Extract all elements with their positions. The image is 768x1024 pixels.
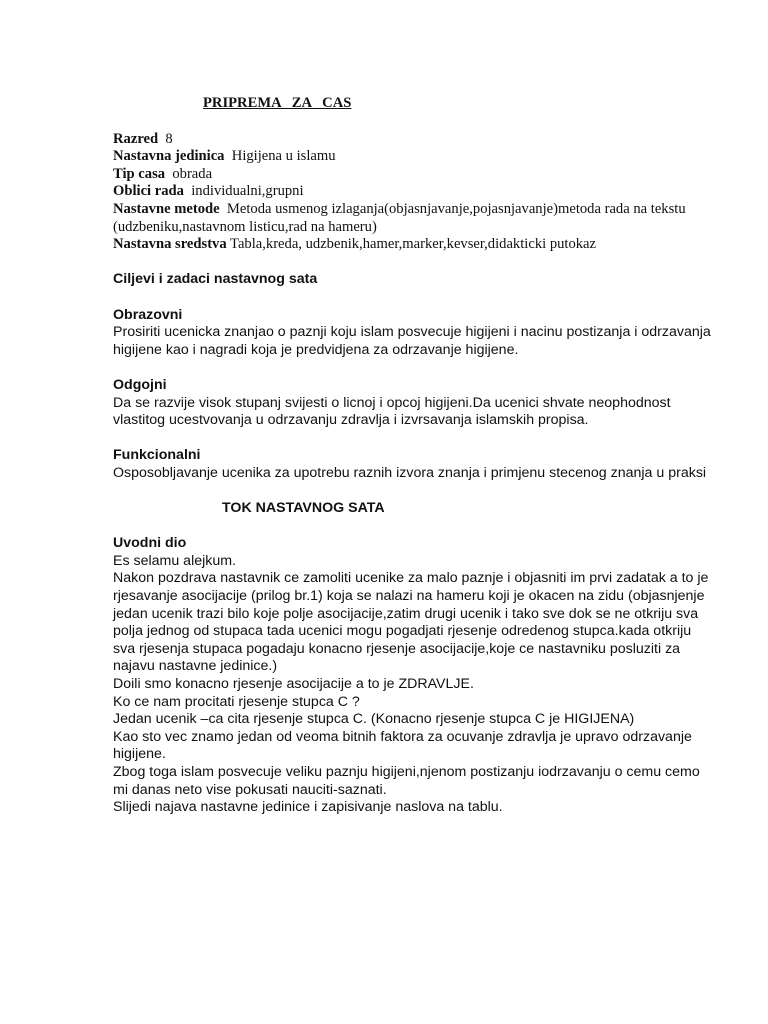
odgojni-text: Da se razvije visok stupanj svijesti o licnoj i opcoj higijeni.Da ucenici shvate neophodnost vlastitog ucestvovanja u odrzavanju zdravlja i izvrsavanja islamskih propisa. [113,394,671,429]
field-value: Metoda usmenog izlaganja(objasnjavanje,pojasnjavanje)metoda rada na tekstu (udzbeniku,nastavnom listicu,rad na hameru) [113,200,686,235]
field-label: Razred [113,130,159,147]
uvodni-line: Ko ce nam procitati rjesenje stupca C ? [113,693,360,710]
funkcionalni-heading: Funkcionalni [113,447,201,464]
obrazovni-heading: Obrazovni [113,306,183,323]
uvodni-line: Es selamu alejkum. [113,552,237,569]
field-tip-casa [113,166,713,184]
lesson-info [113,131,713,254]
uvodni-line: Kao sto vec znamo jedan od veoma bitnih faktora za ocuvanje zdravlja je upravo odrzavanje higijene. [113,728,692,763]
uvodni-line: Jedan ucenik –ca cita rjesenje stupca C. (Konacno rjesenje stupca C je HIGIJENA) [113,711,635,728]
field-razred [113,131,713,149]
funkcionalni-text: Osposobljavanje ucenika za upotrebu raznih izvora znanja i primjenu stecenog znanja u praksi [113,464,707,481]
field-label: Oblici rada [113,183,184,200]
field-nastavne-metode [113,201,713,236]
uvodni-line: Doili smo konacno rjesenje asocijacije a to je ZDRAVLJE. [113,676,474,692]
field-nastavna-jedinica [113,148,713,166]
field-label: Nastavna sredstva [113,236,227,253]
field-value: 8 [165,130,173,147]
uvodni-heading: Uvodni dio [113,535,187,552]
uvodni-line: Slijedi najava nastavne jedinice i zapisivanje naslova na tablu. [113,799,503,816]
field-oblici-rada [113,183,713,201]
field-value: Higijena u islamu [231,148,336,165]
uvodni-line: Zbog toga islam posvecuje veliku paznju higijeni,njenom postizanju iodrzavanju o cemu cemo mi danas neto vise pokusati nauciti-saznati. [113,763,700,798]
field-value: Tabla,kreda, udzbenik,hamer,marker,kevser,didakticki putokaz [230,236,597,253]
field-value: individualni,grupni [191,183,304,200]
field-nastavna-sredstva [113,236,713,254]
tok-heading: TOK NASTAVNOG SATA [222,500,385,517]
field-label: Nastavna jedinica [113,148,225,165]
field-label: Tip casa [113,165,166,182]
field-value: obrada [172,165,213,182]
odgojni-heading: Odgojni [113,376,167,393]
obrazovni-text: Prosiriti ucenicka znanjao o paznji koju islam posvecuje higijeni i nacinu postizanja i odrzavanja higijene kao i nagradi koja je predvidjena za odrzavanje higijene. [113,324,711,358]
field-label: Nastavne metode [113,200,220,217]
lesson-plan [113,95,713,817]
goals-heading: Ciljevi i zadaci nastavnog sata [113,271,318,288]
uvodni-line: Nakon pozdrava nastavnik ce zamoliti ucenike za malo paznje i objasniti im prvi zadatak a to je rjesavanje asocijacije (prilog br.1) koja se nalazi na hameru koji je okacen na zidu (objasnjenje jedan ucenik trazi bilo koje polje asocijacije,zatim drugi ucenik i tako sve dok se ne otkriju sva polja jednog od stupaca tada ucenici mogu pogadjati rjesenje odredenog stupca.kada otkriju sva rjesenja stupaca pogadaju konacno rjesenje asocijacije,koje ce nastavniku posluziti za najavu nastavne jedinice.) [113,570,709,675]
document-title: PRIPREMA ZA CAS [203,95,352,111]
uvodni-body [113,553,713,817]
